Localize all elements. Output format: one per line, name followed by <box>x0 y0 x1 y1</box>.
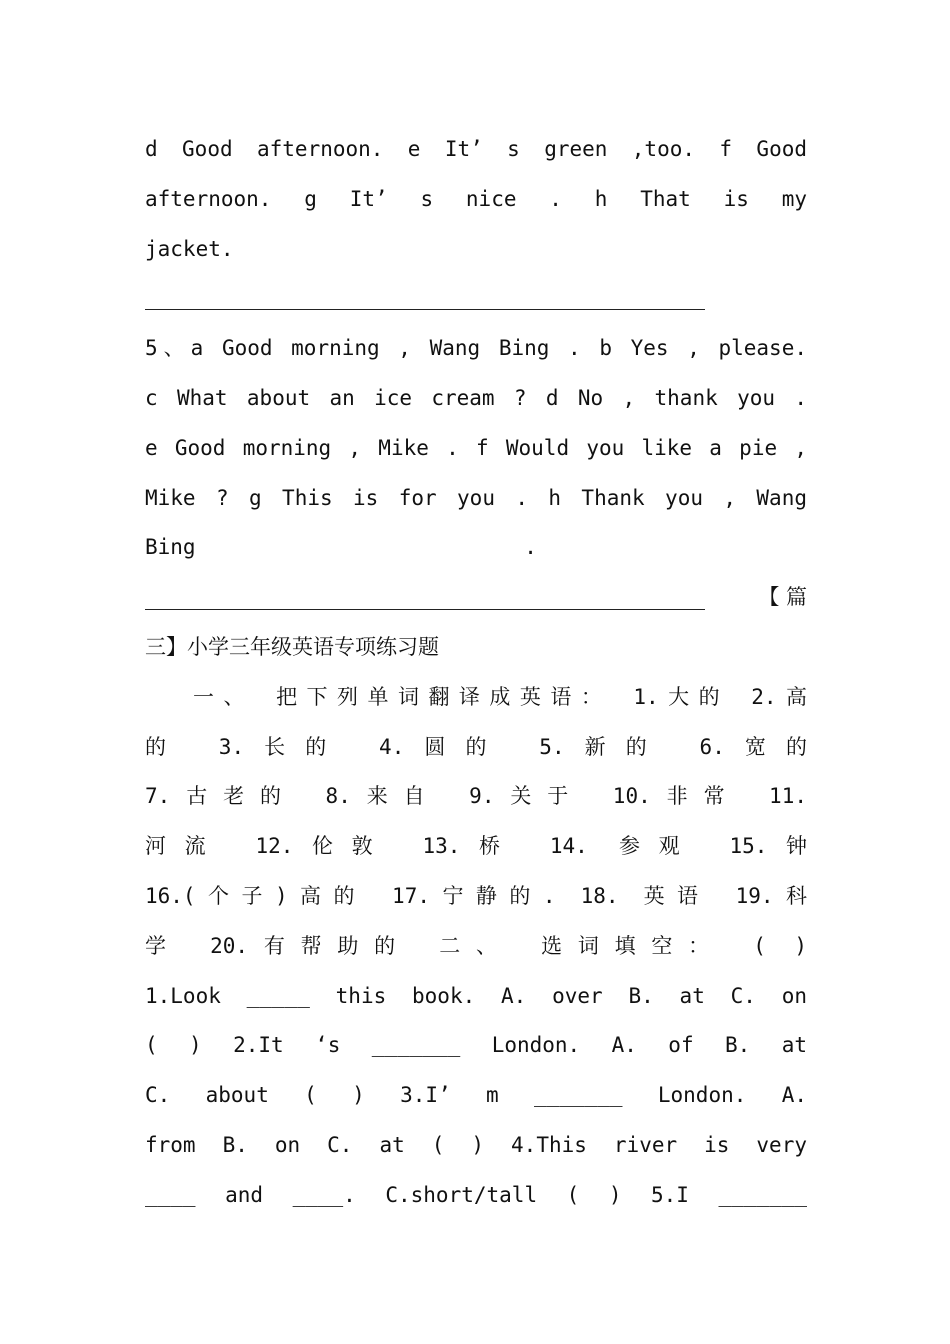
text-line: 河流 12.伦敦 13.桥 14. 参观 15.钟 <box>145 834 807 859</box>
text-line: ____ and ____. C.short/tall ( ) 5.I _______ <box>145 1182 807 1207</box>
text-line: jacket. <box>145 236 234 261</box>
text-line: 1.Look _____ this book. A. over B. at C. on <box>145 983 807 1008</box>
text-line: 16.(个子)高的 17.宁静的. 18. 英语 19.科 <box>145 883 807 908</box>
text-line: c What about an ice cream ? d No , thank you . <box>145 385 807 410</box>
text-line: Mike ? g This is for you . h Thank you , Wang <box>145 485 807 510</box>
underline-rule <box>145 609 705 610</box>
text-line: e Good morning , Mike . f Would you like a pie , <box>145 435 807 460</box>
text-line: C. about ( ) 3.I’ m _______ London. A. <box>145 1083 807 1108</box>
text-line: Bing . <box>145 535 537 560</box>
section-heading-start <box>145 573 807 623</box>
text-line: afternoon. g It’ s nice . h That is my <box>145 186 807 211</box>
text-line: 学 20.有帮助的 二、 选词填空： ( ) <box>145 933 807 958</box>
text-line: from B. on C. at ( ) 4.This river is very <box>145 1132 807 1157</box>
text-line: 7.古老的 8.来自 9.关于 10.非常 11. <box>145 784 807 809</box>
document-page <box>145 125 807 1221</box>
section-bracket-label: 【 篇 <box>758 585 807 610</box>
section-title: 三】小学三年级英语专项练习题 <box>145 634 439 659</box>
text-line: 一、 把下列单词翻译成英语： 1.大的 2.高 <box>193 684 807 709</box>
text-line: d Good afternoon. e It’ s green ,too. f Good <box>145 137 807 161</box>
text-line: 5、a Good morning , Wang Bing . b Yes , please. <box>145 336 807 361</box>
underline-rule <box>145 274 807 324</box>
text-line: 的 3.长的 4.圆的 5.新的 6.宽的 <box>145 734 807 759</box>
text-line: ( ) 2.It ‘s _______ London. A. of B. at <box>145 1033 807 1058</box>
